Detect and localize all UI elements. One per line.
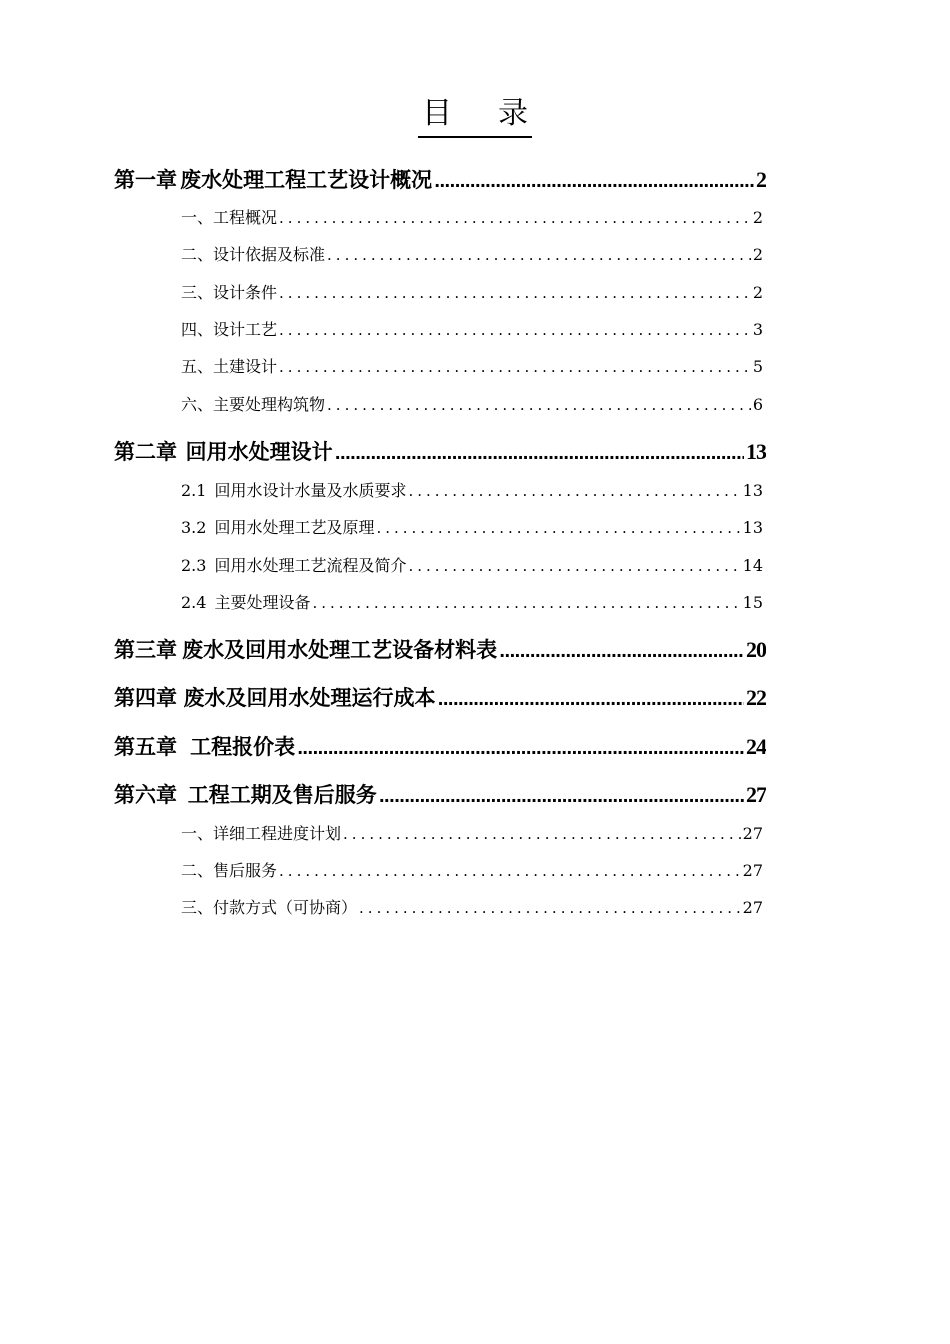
toc-leader-dots (343, 825, 741, 843)
toc-entry-chapter-6[interactable] (114, 779, 766, 809)
toc-leader-dots (327, 246, 751, 264)
toc-chapter-title: 工程工期及售后服务 (187, 783, 377, 807)
toc-leader-dots (279, 358, 751, 376)
toc-page-number: 14 (742, 556, 763, 575)
toc-page-number: 20 (745, 637, 766, 662)
toc-entry-chapter-1[interactable] (114, 164, 766, 194)
toc-sub-number: 一、 (181, 824, 214, 843)
toc-page-number: 24 (746, 734, 766, 759)
toc-page-number: 2 (752, 245, 763, 264)
toc-sub-number: 六、 (181, 395, 214, 414)
title-char-2: 录 (498, 96, 528, 131)
toc-chapter-number: 第四章 (114, 686, 177, 710)
toc-leader-dots (376, 519, 740, 537)
toc-leader-dots (499, 642, 744, 661)
toc-sub-number: 2.1 (181, 481, 207, 500)
toc-sub-number: 2.3 (181, 556, 207, 575)
toc-entry-sub[interactable] (181, 280, 763, 303)
toc-leader-dots (279, 862, 741, 880)
toc-sub-title: 售后服务 (213, 861, 278, 880)
toc-page-number: 13 (746, 439, 766, 464)
toc-entry-sub[interactable] (181, 590, 763, 613)
toc-leader-dots (408, 557, 740, 575)
toc-sub-title: 回用水处理工艺及原理 (214, 518, 375, 537)
toc-page-number: 27 (742, 898, 763, 917)
toc-leader-dots (437, 690, 744, 709)
toc-leader-dots (379, 787, 744, 806)
toc-leader-dots (408, 482, 740, 500)
toc-sub-title: 工程概况 (213, 208, 278, 227)
toc-page-number: 15 (742, 593, 763, 612)
toc-entry-sub[interactable] (181, 553, 763, 576)
toc-chapter-title: 废水处理工程工艺设计概况 (180, 168, 433, 192)
toc-sub-title: 回用水处理工艺流程及简介 (214, 556, 407, 575)
toc-chapter-title: 废水及回用水处理工艺设备材料表 (182, 638, 498, 662)
toc-entry-sub[interactable] (181, 354, 763, 377)
toc-sub-title: 回用水设计水量及水质要求 (214, 481, 407, 500)
toc-sub-title: 设计依据及标准 (213, 245, 326, 264)
toc-page-number: 22 (746, 685, 766, 710)
toc-leader-dots (335, 444, 744, 463)
toc-entry-sub[interactable] (181, 317, 763, 340)
toc-page-number: 13 (742, 518, 763, 537)
toc-sub-number: 一、 (181, 208, 214, 227)
toc-sub-title: 详细工程进度计划 (213, 824, 342, 843)
toc-entry-sub[interactable] (181, 821, 763, 844)
toc-page-number: 27 (746, 782, 766, 807)
toc-sub-title: 土建设计 (213, 357, 278, 376)
toc-entry-sub[interactable] (181, 858, 763, 881)
toc-entry-sub[interactable] (181, 392, 763, 415)
toc-entry-chapter-5[interactable] (114, 731, 766, 761)
toc-sub-number: 五、 (181, 357, 214, 376)
toc-sub-title: 付款方式（可协商） (213, 898, 358, 917)
toc-entry-sub[interactable] (181, 895, 763, 918)
toc-chapter-title: 工程报价表 (190, 735, 296, 759)
toc-sub-number: 3.2 (181, 518, 207, 537)
toc-page-number: 2 (756, 167, 766, 192)
toc-entry-chapter-3[interactable] (114, 634, 766, 664)
toc-sub-title: 设计工艺 (213, 320, 278, 339)
toc-chapter-number: 第六章 (114, 783, 177, 807)
page-title-text (418, 88, 532, 138)
toc-sub-number: 三、 (181, 283, 214, 302)
toc-sub-title: 主要处理构筑物 (213, 395, 326, 414)
toc-sub-number: 三、 (181, 898, 214, 917)
toc-page-number: 2 (752, 208, 763, 227)
toc-chapter-title: 废水及回用水处理运行成本 (183, 686, 436, 710)
toc-leader-dots (279, 284, 751, 302)
toc-leader-dots (327, 396, 751, 414)
toc-page-number: 13 (742, 481, 763, 500)
toc-sub-title: 设计条件 (213, 283, 278, 302)
toc-page-number: 3 (752, 320, 763, 339)
toc-page-number: 2 (752, 283, 763, 302)
toc-entry-sub[interactable] (181, 205, 763, 228)
toc-leader-dots (434, 172, 754, 191)
toc-chapter-number: 第三章 (114, 638, 177, 662)
toc-chapter-title: 回用水处理设计 (185, 440, 333, 464)
toc-sub-number: 四、 (181, 320, 214, 339)
toc-leader-dots (297, 739, 744, 758)
toc-leader-dots (279, 321, 751, 339)
page-title (0, 88, 950, 138)
toc-entry-sub[interactable] (181, 478, 763, 501)
toc-entry-sub[interactable] (181, 242, 763, 265)
toc-sub-number: 2.4 (181, 593, 207, 612)
toc-sub-number: 二、 (181, 861, 214, 880)
toc-sub-title: 主要处理设备 (214, 593, 311, 612)
toc-leader-dots (312, 594, 740, 612)
toc-entry-chapter-2[interactable] (114, 436, 766, 466)
toc-page-number: 27 (742, 861, 763, 880)
toc-chapter-number: 第五章 (114, 735, 177, 759)
toc-leader-dots (279, 209, 751, 227)
toc-entry-sub[interactable] (181, 515, 763, 538)
toc-leader-dots (359, 899, 741, 917)
toc-sub-number: 二、 (181, 245, 214, 264)
title-char-1: 目 (422, 96, 452, 131)
toc-page-number: 6 (752, 395, 763, 414)
toc-entry-chapter-4[interactable] (114, 682, 766, 712)
toc-page-number: 27 (742, 824, 763, 843)
toc-chapter-number: 第二章 (114, 440, 177, 464)
toc-chapter-number: 第一章 (114, 168, 177, 192)
toc-page-number: 5 (752, 357, 763, 376)
